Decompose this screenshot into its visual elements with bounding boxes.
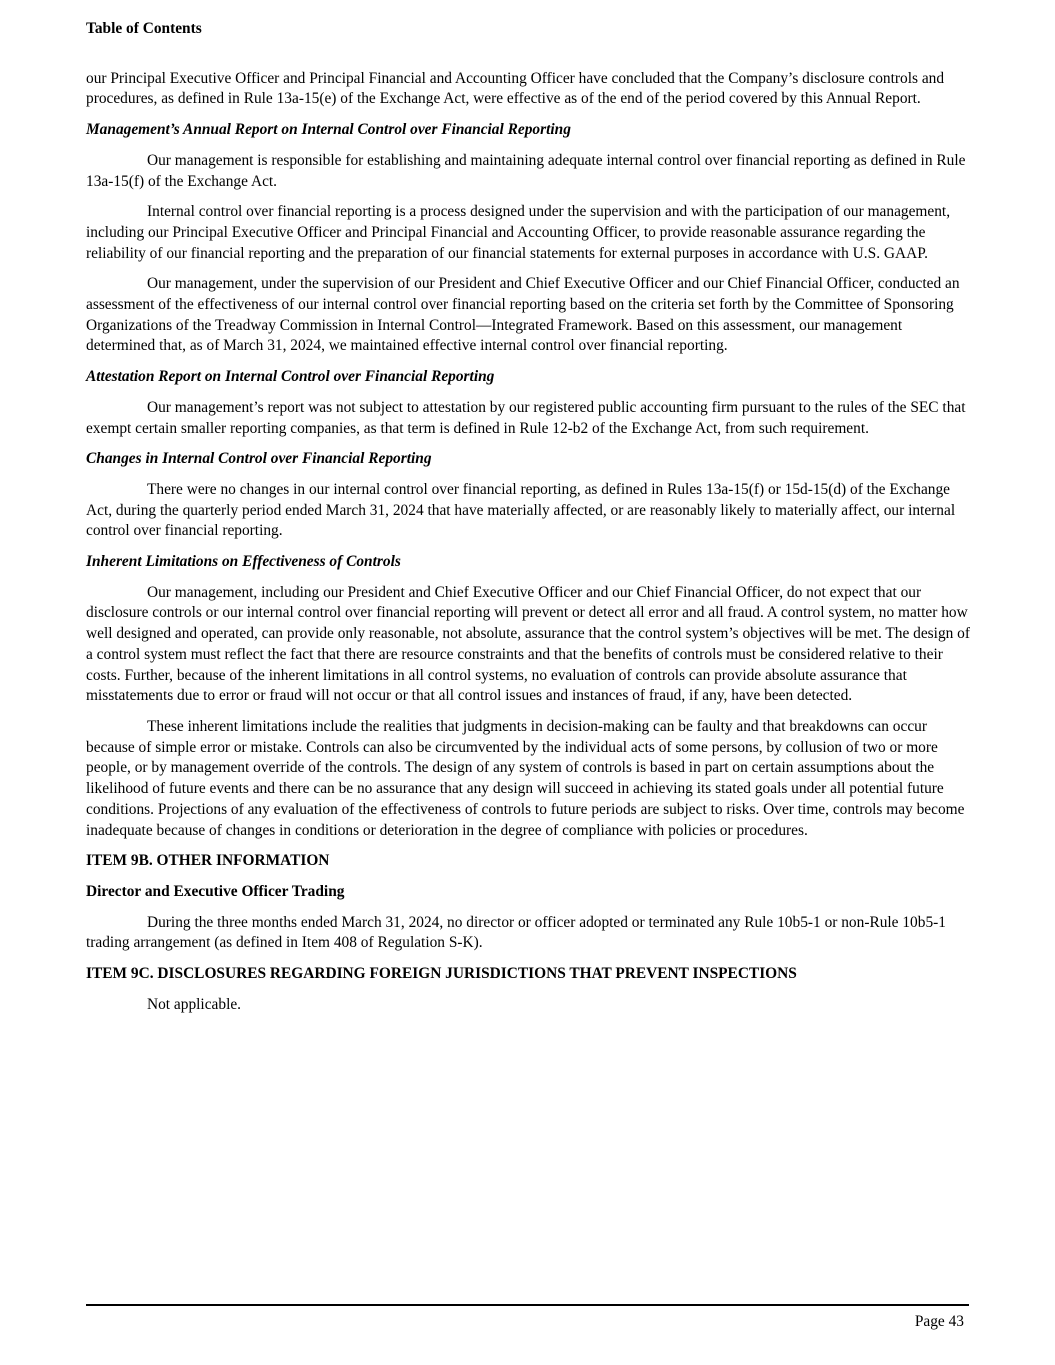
trading-paragraph: During the three months ended March 31, 2024, no director or officer adopted or terminated any Rule 10b5-1 or non-Rule 10b5-1 trading arrangement (as defined in Item 408 of Regulation S-K). [86,913,946,952]
intro-paragraph: our Principal Executive Officer and Principal Financial and Accounting Officer have concluded that the Company’s disclosure controls and procedures, as defined in Rule 13a-15(e) of the Exchange Act, were effective as of the end of the period covered by this Annual Report. [86,69,945,108]
management-paragraph-2: Internal control over financial reporting is a process designed under the supervision and with the participation of our management, including our Principal Executive Officer and Principal Financial and Accounting Officer, to provide reasonable assurance regarding the reliability of our financial reporting and the preparation of our financial statements for external purposes in accordance with U.S. GAAP. [86,203,951,262]
limitations-paragraph-2: These inherent limitations include the realities that judgments in decision-making can be faulty and that breakdowns can occur because of simple error or mistake. Controls can also be circumvented by the individual acts of some persons, by collusion of two or more people, or by management override of the controls. The design of any system of controls is based in part on certain assumptions about the likelihood of future events and there can be no assurance that any design will succeed in achieving its stated goals under all potential future conditions. Projections of any evaluation of the effectiveness of controls to future periods are subject to risks. Over time, controls may become inadequate because of changes in conditions or deterioration in the degree of compliance with policies or procedures. [86,717,965,839]
changes-paragraph: There were no changes in our internal control over financial reporting, as defined in Rules 13a-15(f) or 15d-15(d) of the Exchange Act, during the quarterly period ended March 31, 2024 that have materially affected, or are reasonably likely to materially affect, our internal control over financial reporting. [86,480,956,540]
inherent-limitations-heading: Inherent Limitations on Effectiveness of Controls [86,553,401,571]
changes-heading: Changes in Internal Control over Financial Reporting [86,450,432,468]
limitations-paragraph-1: Our management, including our President and Chief Executive Officer and our Chief Financial Officer, do not expect that our disclosure controls or our internal control over financial reporting will prevent or detect all error and all fraud. A control system, no matter how well designed and operated, can provide only reasonable, not absolute, assurance that the control system’s objectives will be met. The design of a control system must reflect the fact that there are resource constraints and that the benefits of controls must be considered relative to their costs. Further, because of the inherent limitations in all control systems, no evaluation of controls can provide absolute assurance that misstatements due to error or fraud will not occur or that all control issues and instances of fraud, if any, have been detected. [86,583,970,705]
attestation-report-heading: Attestation Report on Internal Control over Financial Reporting [86,368,495,386]
footer-divider [86,1304,969,1306]
management-report-heading: Management’s Annual Report on Internal Control over Financial Reporting [86,121,571,139]
director-trading-heading: Director and Executive Officer Trading [86,882,345,900]
management-paragraph-3: Our management, under the supervision of our President and Chief Executive Officer and our Chief Financial Officer, conducted an assessment of the effectiveness of our internal control over financial reporting based on the criteria set forth by the Committee of Sponsoring Organizations of the Treadway Commission in Internal Control—Integrated Framework. Based on this assessment, our management determined that, as of March 31, 2024, we maintained effective internal control over financial reporting. [86,275,960,355]
document-page [86,19,970,1025]
item-9b-heading: ITEM 9B. OTHER INFORMATION [86,852,330,870]
item-9c-paragraph: Not applicable. [147,995,242,1013]
management-paragraph-1: Our management is responsible for establishing and maintaining adequate internal control over financial reporting as defined in Rule 13a-15(f) of the Exchange Act. [86,151,966,190]
attestation-paragraph: Our management’s report was not subject to attestation by our registered public accounting firm pursuant to the rules of the SEC that exempt certain smaller reporting companies, as that term is defined in Rule 12-b2 of the Exchange Act, from such requirement. [86,398,966,437]
table-of-contents-link[interactable]: Table of Contents [86,20,202,37]
item-9c-heading: ITEM 9C. DISCLOSURES REGARDING FOREIGN JURISDICTIONS THAT PREVENT INSPECTIONS [86,965,797,983]
page-number: Page 43 [914,1313,964,1330]
